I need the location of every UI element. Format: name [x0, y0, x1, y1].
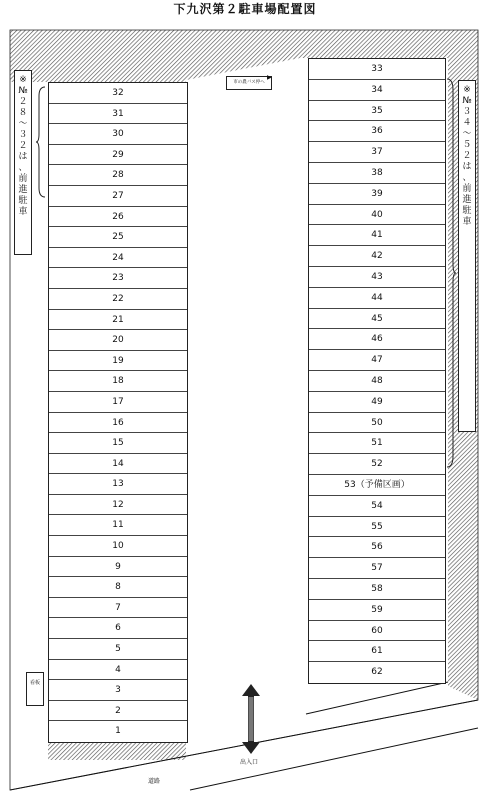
- parking-space: 41: [309, 225, 445, 246]
- parking-space: 18: [49, 371, 187, 392]
- parking-space: 16: [49, 413, 187, 434]
- page-title: 下九沢第２駐車場配置図: [173, 2, 317, 16]
- parking-space: 38: [309, 163, 445, 184]
- parking-space: 32: [49, 83, 187, 104]
- arrow-right-icon: ▶: [267, 74, 272, 81]
- parking-space: 36: [309, 121, 445, 142]
- parking-space: 56: [309, 537, 445, 558]
- parking-space: 57: [309, 558, 445, 579]
- parking-space: 29: [49, 145, 187, 166]
- parking-space: 27: [49, 186, 187, 207]
- parking-space: 9: [49, 557, 187, 578]
- parking-space: 43: [309, 267, 445, 288]
- parking-space: 6: [49, 618, 187, 639]
- parking-space: 31: [49, 104, 187, 125]
- road-edge-line: [190, 728, 478, 790]
- left-note: ※ № ２ ８ ～ ３ ２ は 、 前 進 駐 車: [14, 70, 32, 255]
- parking-space: 10: [49, 536, 187, 557]
- parking-space: 30: [49, 124, 187, 145]
- parking-space: 59: [309, 600, 445, 621]
- road-label: 道路: [148, 778, 161, 785]
- parking-space: 3: [49, 680, 187, 701]
- parking-space: 44: [309, 288, 445, 309]
- parking-space: 58: [309, 579, 445, 600]
- parking-space: 5: [49, 639, 187, 660]
- curb-line: [306, 682, 448, 714]
- parking-space: 46: [309, 329, 445, 350]
- parking-space: 51: [309, 433, 445, 454]
- parking-space: 42: [309, 246, 445, 267]
- parking-space: 7: [49, 598, 187, 619]
- parking-space: 39: [309, 184, 445, 205]
- parking-space: 45: [309, 309, 445, 330]
- parking-space: 8: [49, 577, 187, 598]
- parking-space: 47: [309, 350, 445, 371]
- parking-space: 4: [49, 660, 187, 681]
- parking-space: 48: [309, 371, 445, 392]
- parking-space: 62: [371, 667, 383, 678]
- parking-space: 50: [309, 413, 445, 434]
- parking-space: 54: [309, 496, 445, 517]
- left-brace-icon: [36, 86, 46, 198]
- parking-space: 34: [309, 80, 445, 101]
- right-note: ※ № ３ ４ ～ ５ ２ は 、 前 進 駐 車: [458, 80, 476, 432]
- parking-space: 15: [49, 433, 187, 454]
- left-parking-column: [48, 82, 188, 743]
- parking-space: 24: [49, 248, 187, 269]
- parking-space: 2: [49, 701, 187, 722]
- parking-space: 20: [49, 330, 187, 351]
- parking-space: 60: [309, 621, 445, 642]
- parking-space: 21: [49, 310, 187, 331]
- right-parking-column: [308, 58, 446, 684]
- parking-space: 1: [115, 726, 121, 737]
- parking-space: 14: [49, 454, 187, 475]
- parking-space: 17: [49, 392, 187, 413]
- parking-space: 37: [309, 142, 445, 163]
- parking-space: 22: [49, 289, 187, 310]
- parking-space: 13: [49, 474, 187, 495]
- parking-space: 26: [49, 207, 187, 228]
- entrance-label: 出入口: [240, 759, 259, 766]
- right-brace-icon: [446, 78, 456, 468]
- bus-stop-label: 市の農バス停へ: [226, 76, 272, 90]
- parking-space: 25: [49, 227, 187, 248]
- parking-space: 28: [49, 165, 187, 186]
- parking-space: 40: [309, 205, 445, 226]
- parking-space: 49: [309, 392, 445, 413]
- parking-space: 53（予備区画）: [309, 475, 445, 496]
- parking-space: 11: [49, 515, 187, 536]
- parking-space: 33: [309, 59, 445, 80]
- parking-space: 12: [49, 495, 187, 516]
- parking-space: 23: [49, 268, 187, 289]
- parking-space: 61: [309, 641, 445, 662]
- parking-space: 52: [309, 454, 445, 475]
- parking-space: 19: [49, 351, 187, 372]
- signboard: 看板: [26, 672, 44, 706]
- entrance-arrow-icon: [240, 684, 262, 754]
- parking-space: 35: [309, 101, 445, 122]
- parking-space: 55: [309, 517, 445, 538]
